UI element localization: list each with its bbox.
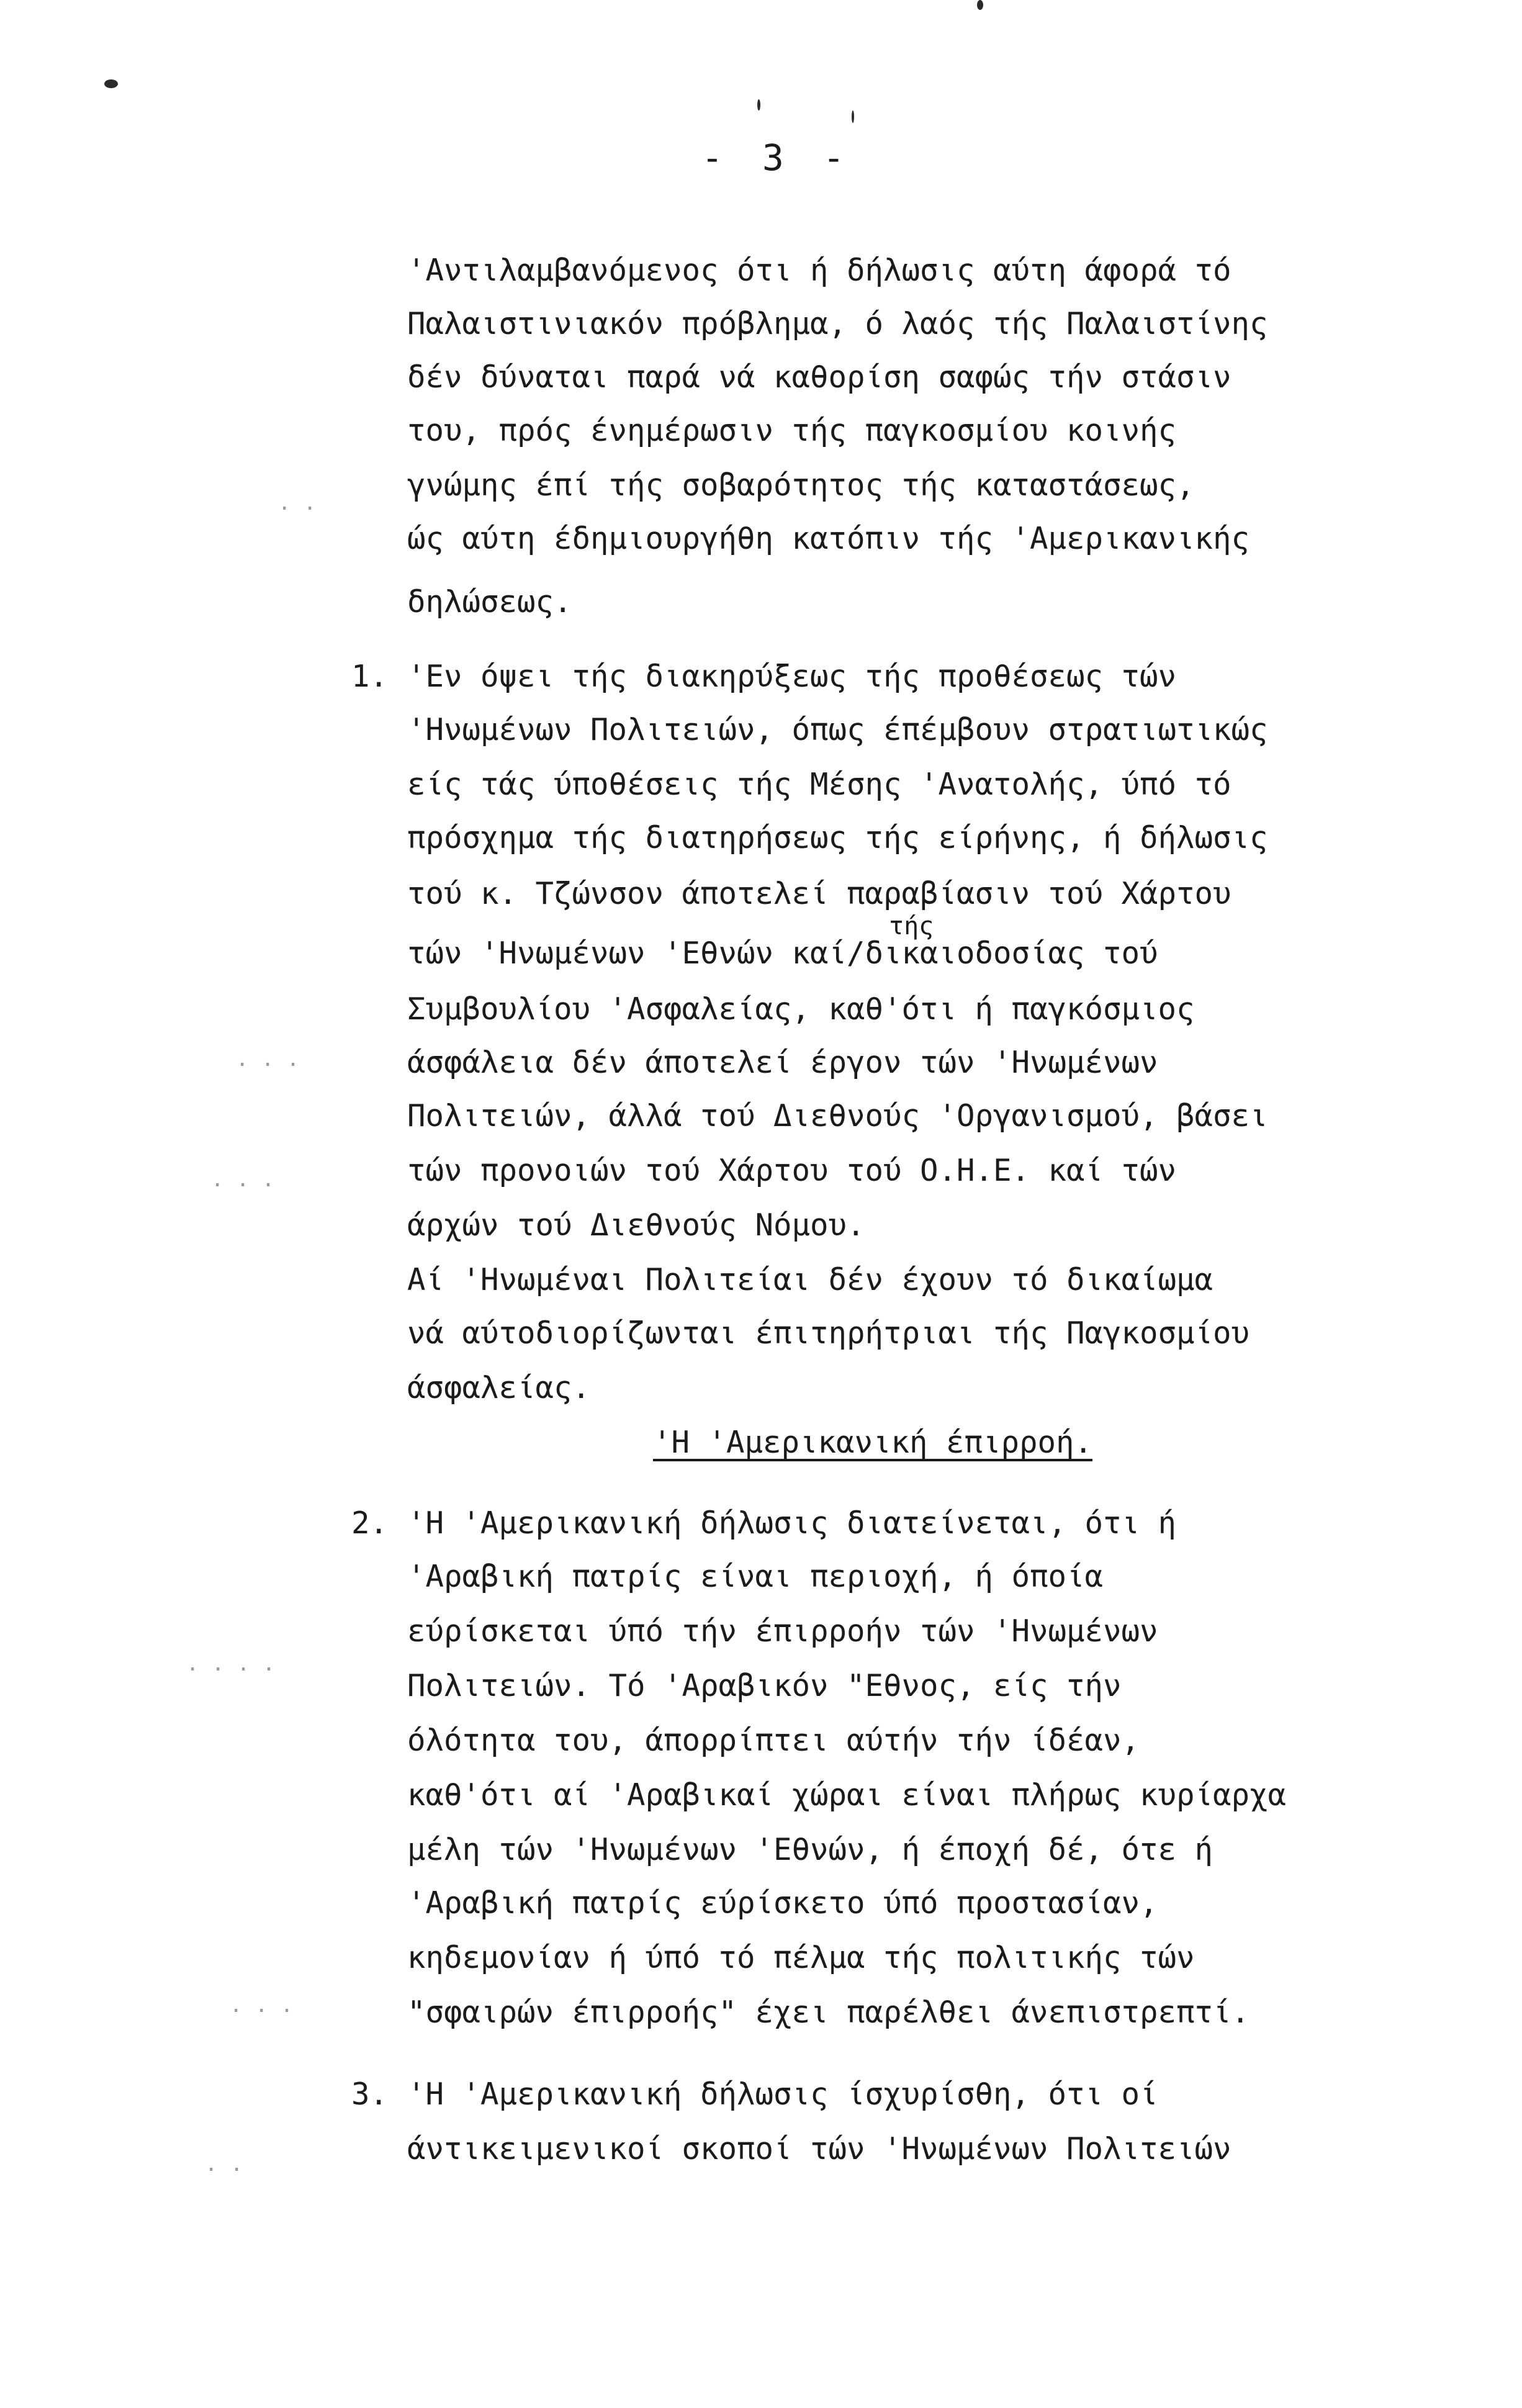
point1-line: άσφάλεια δέν άποτελεί έργον τών 'Ηνωμένων: [407, 1045, 1158, 1080]
intro-line: δηλώσεως.: [407, 584, 572, 620]
point1-line: 'Ηνωμένων Πολιτειών, όπως έπέμβουν στρατιωτικώς: [407, 712, 1268, 747]
intro-line: Παλαιστινιακόν πρόβλημα, ό λαός τής Παλαιστίνης: [407, 306, 1268, 341]
intro-line: του, πρός ένημέρωσιν τής παγκοσμίου κοινής: [407, 413, 1177, 448]
point-number: 2.: [351, 1505, 389, 1541]
point2-line: εύρίσκεται ύπό τήν έπιρροήν τών 'Ηνωμένων: [407, 1613, 1158, 1649]
point3-line: άντικειμενικοί σκοποί τών 'Ηνωμένων Πολιτειών: [407, 2131, 1232, 2167]
point2-line: 'Αραβική πατρίς εύρίσκετο ύπό προστασίαν,: [407, 1885, 1158, 1921]
point2-line: μέλη τών 'Ηνωμένων 'Εθνών, ή έποχή δέ, ότε ή: [407, 1832, 1214, 1867]
point1-line: νά αύτοδιορίζωνται έπιτηρήτριαι τής Παγκοσμίου: [407, 1315, 1250, 1351]
section-heading: 'Η 'Αμερικανική έπιρροή.: [653, 1425, 1093, 1460]
scan-speck: [977, 0, 983, 10]
point1-line: τών 'Ηνωμένων 'Εθνών καί/δικαιοδοσίας τού: [407, 936, 1158, 971]
intro-line: γνώμης έπί τής σοβαρότητος τής καταστάσεως,: [407, 467, 1195, 503]
intro-line: δέν δύναται παρά νά καθορίση σαφώς τήν στάσιν: [407, 359, 1232, 395]
point1-line: 'Εν όψει τής διακηρύξεως τής προθέσεως τών: [407, 659, 1177, 694]
point2-line: 'Η 'Αμερικανική δήλωσις διατείνεται, ότι ή: [407, 1505, 1177, 1541]
point2-line: "σφαιρών έπιρροής" έχει παρέλθει άνεπιστρεπτί.: [407, 1995, 1250, 2030]
scan-noise: . .: [278, 490, 317, 515]
point1-line: τών προνοιών τού Χάρτου τού Ο.Η.Ε. καί τών: [407, 1153, 1177, 1188]
point-number: 3.: [351, 2077, 389, 2112]
point-number: 1.: [351, 659, 389, 694]
intro-line: ώς αύτη έδημιουργήθη κατόπιν τής 'Αμερικανικής: [407, 521, 1250, 556]
handwritten-insertion: τής: [889, 912, 934, 940]
scan-noise: . . .: [211, 1167, 275, 1192]
point3-line: 'Η 'Αμερικανική δήλωσις ίσχυρίσθη, ότι οί: [407, 2077, 1158, 2112]
scan-speck: [104, 79, 118, 88]
point2-line: 'Αραβική πατρίς είναι περιοχή, ή όποία: [407, 1559, 1104, 1594]
scan-noise: . . .: [236, 1047, 300, 1071]
scan-speck: [852, 110, 854, 123]
point1-line: Πολιτειών, άλλά τού Διεθνούς 'Οργανισμού, βάσει: [407, 1098, 1268, 1134]
scan-noise: . . . .: [186, 1651, 276, 1676]
point1-line: πρόσχημα τής διατηρήσεως τής είρήνης, ή δήλωσις: [407, 820, 1268, 855]
scan-noise: . .: [205, 2152, 243, 2176]
scan-speck: [757, 99, 760, 110]
point1-line: τού κ. Τζώνσον άποτελεί παραβίασιν τού Χάρτου: [407, 876, 1232, 911]
point1-line: άσφαλείας.: [407, 1370, 591, 1405]
intro-line: 'Αντιλαμβανόμενος ότι ή δήλωσις αύτη άφορά τό: [407, 253, 1232, 288]
point2-line: Πολιτειών. Τό 'Αραβικόν "Εθνος, είς τήν: [407, 1668, 1122, 1703]
point1-line: άρχών τού Διεθνούς Νόμου.: [407, 1207, 865, 1243]
point2-line: όλότητα του, άπορρίπτει αύτήν τήν ίδέαν,: [407, 1723, 1140, 1758]
point1-line: είς τάς ύποθέσεις τής Μέσης 'Ανατολής, ύπό τό: [407, 767, 1232, 802]
point1-line: Αί 'Ηνωμέναι Πολιτείαι δέν έχουν τό δικαίωμα: [407, 1262, 1214, 1297]
point1-line: Συμβουλίου 'Ασφαλείας, καθ'ότι ή παγκόσμιος: [407, 991, 1195, 1027]
page-number: - 3 -: [701, 137, 853, 179]
point2-line: κηδεμονίαν ή ύπό τό πέλμα τής πολιτικής τών: [407, 1940, 1195, 1975]
scan-noise: . . .: [230, 1993, 294, 2018]
point2-line: καθ'ότι αί 'Αραβικαί χώραι είναι πλήρως κυρίαρχα: [407, 1777, 1287, 1813]
